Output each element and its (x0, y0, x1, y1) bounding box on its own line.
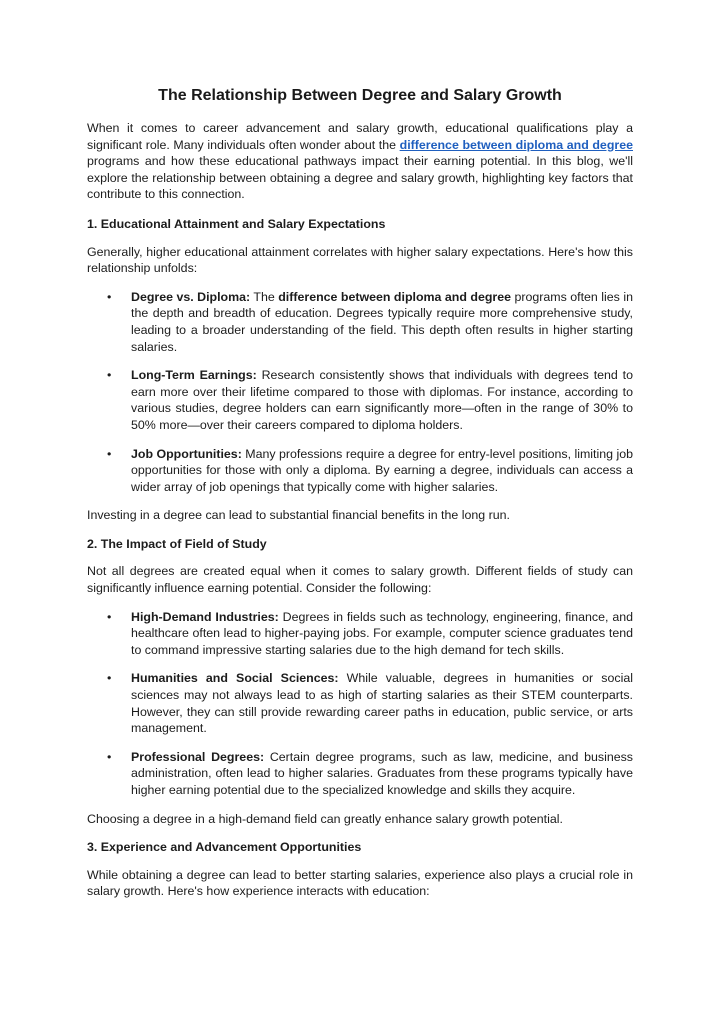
bullet-label: High-Demand Industries: (131, 609, 279, 624)
bullet-icon: • (107, 289, 112, 304)
section-heading: 1. Educational Attainment and Salary Expectations (87, 216, 386, 231)
bullet-icon: • (107, 749, 112, 764)
section-lead: While obtaining a degree can lead to better starting salaries, experience also plays a crucial role in salary growth. Here's how experience interacts with education: (87, 867, 633, 899)
list-item (87, 670, 633, 736)
bullet-label: Professional Degrees: (131, 749, 265, 764)
intro-paragraph (87, 120, 633, 203)
bullet-label: Long-Term Earnings: (131, 368, 257, 383)
bullet-icon: • (107, 609, 112, 624)
intro-text-before: When it comes to career advancement and salary growth, educational qualifications play a significant role. Many individuals often wonder about the (87, 121, 633, 152)
document-title: The Relationship Between Degree and Salary Growth (158, 87, 562, 104)
list-item (87, 446, 633, 496)
section-lead: Not all degrees are created equal when it comes to salary growth. Different fields of study can significantly influence earning potential. Consider the following: (87, 564, 633, 596)
section-closing: Investing in a degree can lead to substantial financial benefits in the long run. (87, 508, 510, 523)
bullet-icon: • (107, 368, 112, 383)
bullet-label: Job Opportunities: (131, 446, 242, 461)
bullet-pre: The (250, 289, 279, 304)
section-heading: 3. Experience and Advancement Opportunities (87, 840, 362, 855)
bullet-text: Research consistently shows that individuals with degrees tend to earn more over their lifetime compared to those with diplomas. For instance, according to various studies, degree holders can earn significantly more—often in the range of 30% to 50% more—over their careers compared to diploma holders. (131, 368, 633, 432)
bullet-text: Many professions require a degree for entry-level positions, limiting job opportunities for those with only a diploma. By earning a degree, individuals can access a wider array of job openings that typically come with higher salaries. (131, 446, 634, 494)
bullet-label: Humanities and Social Sciences: (131, 671, 339, 686)
bullet-icon: • (107, 446, 112, 461)
intro-text-after: programs and how these educational pathways impact their earning potential. In this blog, we'll explore the relationship between obtaining a degree and salary growth, highlighting key factors that contribute to this connection. (87, 154, 633, 202)
bullet-list (87, 609, 633, 799)
list-item (87, 367, 633, 433)
list-item (87, 749, 633, 799)
bullet-text: While valuable, degrees in humanities or social sciences may not always lead to as high of starting salaries as their STEM counterparts. However, they can still provide rewarding career paths in education, public service, or arts management. (131, 671, 633, 736)
diploma-degree-link[interactable]: difference between diploma and degree (399, 137, 633, 152)
bullet-text: programs often lies in the depth and breadth of education. Degrees typically require more comprehensive study, leading to a broader understanding of the field. This depth often results in higher starting salaries. (131, 289, 633, 354)
section-lead: Generally, higher educational attainment correlates with higher salary expectations. Here's how this relationship unfolds: (87, 244, 633, 276)
section-closing: Choosing a degree in a high-demand field can greatly enhance salary growth potential. (87, 811, 563, 826)
bullet-text: Certain degree programs, such as law, medicine, and business administration, often lead to higher salaries. Graduates from these programs typically have higher earning potential due to the specialized knowledge and skills they acquire. (131, 749, 633, 797)
list-item (87, 289, 633, 355)
section-3 (87, 839, 633, 900)
bullet-bold-phrase: difference between diploma and degree (278, 289, 512, 304)
bullet-icon: • (107, 671, 112, 686)
bullet-list (87, 289, 633, 496)
bullet-text: Degrees in fields such as technology, engineering, finance, and healthcare often lead to higher-paying jobs. For example, computer science graduates tend to command impressive starting salaries due to the high demand for tech skills. (131, 609, 634, 657)
section-2 (87, 536, 633, 827)
section-1 (87, 216, 633, 524)
bullet-label: Degree vs. Diploma: (131, 289, 251, 304)
section-heading: 2. The Impact of Field of Study (87, 536, 267, 551)
list-item (87, 609, 633, 659)
